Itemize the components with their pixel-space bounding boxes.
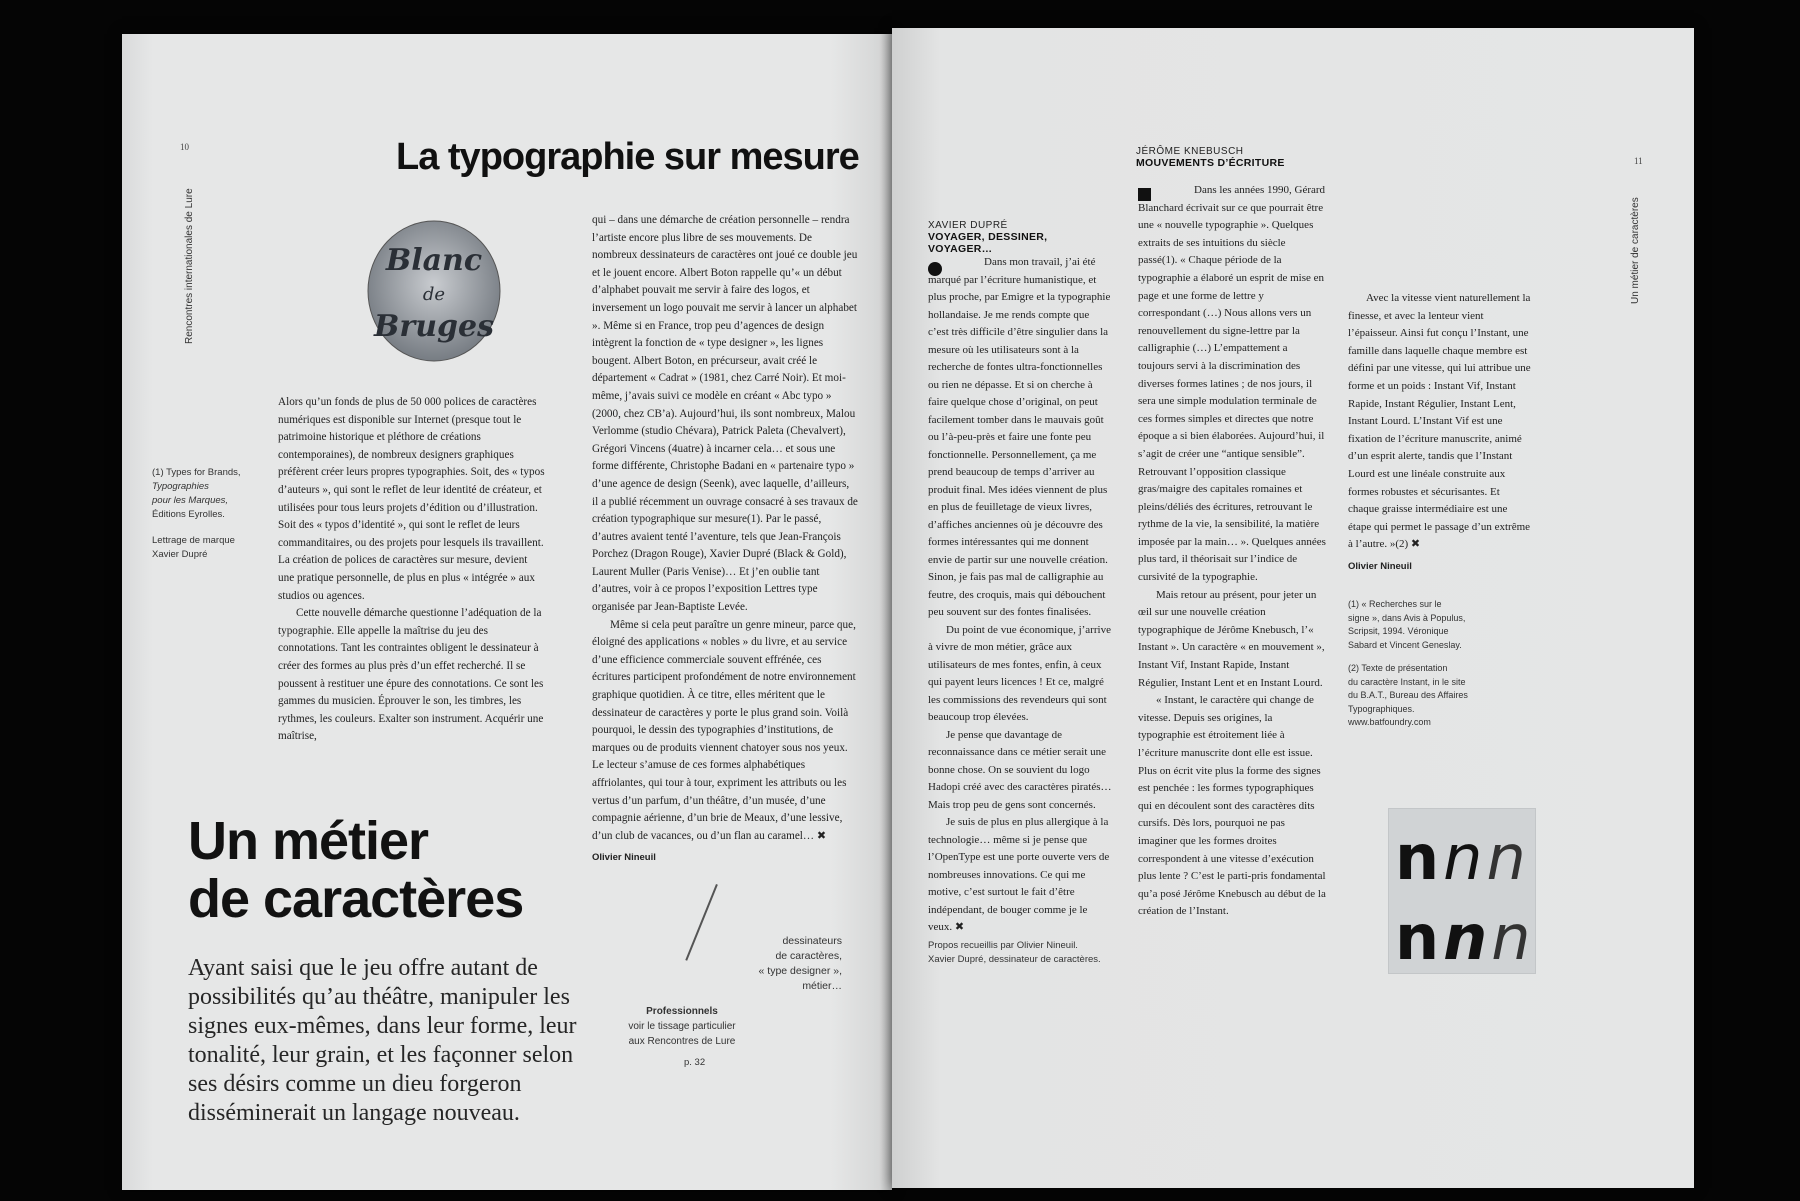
body-column-1 bbox=[278, 394, 546, 746]
paragraph: Je suis de plus en plus allergique à la technologie… même si je pense que l’OpenType est une porte ouverte vers de nombreuses innovations. Ce qui me motive, c’est surtout le fait d’être indépendant, de bouger comme je le veux. ✖ bbox=[928, 816, 1110, 933]
cross-reference-target: Professionnels voir le tissage particulier aux Rencontres de Lure bbox=[628, 1006, 736, 1047]
image-caption: Lettrage de marque Xavier Dupré bbox=[152, 535, 235, 560]
right-page bbox=[892, 28, 1694, 1188]
interview-credit: Propos recueillis par Olivier Nineuil. Xavier Dupré, dessinateur de caractères. bbox=[928, 939, 1101, 965]
page-number: 10 bbox=[180, 142, 189, 152]
footnotes: (1) « Recherches sur le signe », dans Avis à Populus, Scripsit, 1994. Véronique Sabard et Vincent Geneslay. (2) Texte de présentation du caractère Instant, in le site du B.A.T., Bureau des Affaires Typographiques. www.batfoundry.com bbox=[1348, 599, 1468, 727]
specimen-glyph: n bbox=[1395, 901, 1440, 974]
signature: Olivier Nineuil bbox=[1348, 560, 1412, 572]
paragraph: Cette nouvelle démarche questionne l’adéquation de la typographie. Elle appelle la maîtrise du jeu des connotations. Tant les contraintes obligent le dessinateur à créer des formes au plus près d’un effet recherché. Il se poussent à restituer une épure des connotations. Ce sont les gammes du musicien. Éprouver le son, les timbres, les rythmes, les couleurs. Exalter son instrument. Acquérir une maîtrise, bbox=[278, 607, 544, 743]
paragraph: Même si cela peut paraître un genre mineur, parce que, éloigné des applications « nobles » du livre, et au service d’une efficience commerciale souvent effrénée, ces écritures participent profondément de notre environnement graphique quotidien. À ce titre, elles méritent que le dessinateur de caractères y porte le plus grand soin. Voilà pourquoi, le dessin des typographies d’institutions, de marques ou de produits viennent chatoyer sous nos yeux. Le lecteur s’amuse de ces formes alphabétiques affriolantes, qui tour à tour, expriment les attributs ou les vertus d’un parfum, d’un théâtre, d’un musée, d’une compagnie aérienne, d’un brie de Meaux, d’une lessive, d’un club de vacances, ou d’un flan au caramel… ✖ bbox=[592, 618, 856, 842]
paragraph: Dans mon travail, j’ai été marqué par l’écriture humanistique, et plus proche, par Emigre et la typographie hollandaise. Je me rends compte que c’est très difficile d’être singulier dans la mesure où les utilisateurs sont à la recherche de fontes ultra-fonctionnelles ou rien ne dépasse. Et si on cherche à faire quelque chose d’original, on peut facilement tomber dans le mauvais goût ou l’à-peu-près et faire une fonte peu fonctionnelle. Personnellement, ça me prend beaucoup de temps d’arriver au produit final. Mes idées viennent de plus en plus de feuilletage de vieux livres, d’affiches anciennes où je découvre des formes intéressantes qui me donnent envie de partir sur une nouvelle création. Sinon, je fais pas mal de calligraphie au feutre, des croquis, mais qui débouchent peu souvent sur des fontes finalisées. bbox=[928, 256, 1111, 618]
article-jerome-knebusch bbox=[1136, 146, 1326, 169]
lead-paragraph: Ayant saisi que le jeu offre autant de possibilités qu’au théâtre, manipuler les signes eux-mêmes, dans leur forme, leur tonalité, leur grain, et les façonner selon ses désirs comme un dieu forgeron disséminerait un langage nouveau. bbox=[188, 955, 577, 1126]
signature: Olivier Nineuil bbox=[592, 852, 656, 864]
article-2-body bbox=[1138, 182, 1326, 921]
paragraph: qui – dans une démarche de création personnelle – rendra l’artiste encore plus libre de ses mouvements. De nombreux dessinateurs de caractères ont joué ce double jeu et le jouent encore. Albert Boton rappelle qu’« un début d’alphabet pouvait me servir à faire des logos, et inversement un logo pouvait me servir à lancer un alphabet ». Même si en France, trop peu d’agences de design intègrent la fonction de « type designer », les lignes bougent. Albert Boton, en précurseur, avait créé le département « Cadrat » (1981, chez Carré Noir). Et moi-même, j’avais suivi ce modèle en créant « Abc typo » (2000, chez CB’a). Aujourd’hui, ils sont nombreux, Malou Verlomme (studio Chévara), Patrick Paleta (Chevalvert), Grégori Vincens (4uatre) à incarner cela… et sous une forme différente, Christophe Badani en « partenaire typo » d’une agence de design (Seenk), avec laquelle, d’ailleurs, il a publié récemment un ouvrage consacré à ses travaux de création typographique sur mesure(1). Par le passé, d’autres avaient tenté l’aventure, tels que Jean-François Porchez (Dragon Rouge), Xavier Dupré (Black & Gold), Laurent Muller (Paris Venise)… Et j’en oublie tant d’autres, voir à ce propos l’exposition Lettres type organisée par Jean-Baptiste Levée. bbox=[592, 214, 858, 614]
paragraph: Alors qu’un fonds de plus de 50 000 polices de caractères numériques est disponible sur Internet (presque tout le patrimoine historique et pléthore de créations contemporaines), de nombreux designers graphiques préfèrent créer leurs propres typographies. Soit, des « typos d’auteurs », qui sont le reflet de leur identité de créateur, et utilisées pour tous leurs projets d’édition ou d’illustration. Soit des « typos d’identité », qui sont le reflet de leurs commanditaires, ou des projets pour lesquels ils travaillent. bbox=[278, 396, 545, 549]
typeface-specimen bbox=[1388, 808, 1536, 974]
article-2-body-continued bbox=[1348, 290, 1532, 576]
page-reference: p. 32 bbox=[684, 1057, 706, 1068]
svg-text:Bruges: Bruges bbox=[374, 309, 494, 344]
page-title: La typographie sur mesure bbox=[396, 136, 859, 178]
running-head: Rencontres internationales de Lure bbox=[184, 188, 195, 344]
paragraph: Mais retour au présent, pour jeter un œil sur une nouvelle création typographique de Jérôme Knebusch, l’« Instant ». Un caractère « en mouvement », Instant Vif, Instant Rapide, Instant Régulier, Instant Lent et en Instant Lourd. bbox=[1138, 588, 1325, 689]
cross-reference: dessinateurs de caractères, « type designer », métier… bbox=[758, 935, 842, 992]
running-head: Un métier de caractères bbox=[1630, 197, 1641, 304]
paragraph: La création de polices de caractères sur mesure, devient une pratique personnelle, de plus en plus « intégrée » aux studios ou agences. bbox=[278, 554, 535, 602]
specimen-glyph: n bbox=[1491, 901, 1531, 974]
section-title: Un métier de caractères bbox=[188, 811, 524, 929]
body-column-2 bbox=[592, 212, 858, 867]
article-author: JÉRÔME KNEBUSCH bbox=[1136, 146, 1244, 157]
paragraph: Du point de vue économique, j’arrive à vivre de mon métier, grâce aux utilisateurs de mes fontes, enfin, à ceux qui payent leurs licences ! Et ce, malgré les commissions des revendeurs qui sont beaucoup trop élevées. bbox=[928, 623, 1111, 723]
paragraph: Dans les années 1990, Gérard Blanchard écrivait sur ce que pourrait être une « nouvelle typographie ». Quelques extraits de ses intuitions du siècle passé(1). « Chaque période de la typographie a élaboré un esprit de mise en page et une forme de lettre y correspondant (…) Nous allons vers un renouvellement du signe-lettre par la calligraphie (…) L’empattement a toujours servi à la discrimination des diverses formes latines ; de nos jours, il sera une simple modulation terminale de ces formes simples et directes que notre époque a si bien élaborées. Aujourd’hui, il s’agit de créer une “antique sensible”. Retrouvant l’opposition classique gras/maigre des capitales romaines et pleins/déliés des écritures, retrouvant le rythme de la vie, la sensibilité, la matière imposée par la main… ». Quelques années plus tard, il théorisait sur l’indice de cursivité de la typographie. bbox=[1138, 184, 1326, 584]
specimen-glyph: n bbox=[1486, 821, 1526, 894]
specimen-glyph: n bbox=[1443, 901, 1488, 974]
article-title: VOYAGER, DESSINER, VOYAGER… bbox=[928, 231, 1048, 255]
left-page bbox=[122, 34, 892, 1190]
paragraph: « Instant, le caractère qui change de vitesse. Depuis ses origines, la typographie est étroitement liée à l’écriture manuscrite dont elle est issue. Plus on écrit vite plus la forme des signes est penchée : les formes typographiques qui en découlent sont des caractères dits cursifs. Dès lors, pourquoi ne pas imaginer que les formes droites correspondent à une vitesse d’exécution plus lente ? C’est le parti-pris fondamental qu’a posé Jérôme Knebusch au début de la création de l’Instant. bbox=[1138, 694, 1326, 918]
article-title: MOUVEMENTS D’ÉCRITURE bbox=[1136, 157, 1285, 169]
specimen-glyph: n bbox=[1395, 821, 1440, 894]
paragraph: Je pense que davantage de reconnaissance dans ce métier serait une bonne chose. On se souvient du logo Hadopi créé avec des caractères piratés… Mais trop peu de gens sont concernés. bbox=[928, 728, 1112, 811]
article-xavier-dupre bbox=[928, 220, 1104, 255]
footnote-caption: (1) Types for Brands, Typographies pour les Marques, Éditions Eyrolles. bbox=[152, 467, 241, 520]
logo-illustration bbox=[366, 218, 502, 364]
specimen-glyph: n bbox=[1443, 821, 1483, 894]
article-author: XAVIER DUPRÉ bbox=[928, 220, 1008, 231]
paragraph: Avec la vitesse vient naturellement la finesse, et avec la lenteur vient l’épaisseur. Ainsi fut conçu l’Instant, une famille dans laquelle chaque membre est défini par une vitesse, qui lui attribue une forme et un poids : Instant Vif, Instant Rapide, Instant Régulier, Instant Lent, Instant Lourd. L’Instant Vif est une fixation de l’écriture manuscrite, animé d’un esprit alerte, tandis que l’Instant Lourd est une linéale construite aux formes robustes et sécurisantes. Et chaque graisse intermédiaire est une étape qui permet le passage d’un extrême à l’autre. »(2) ✖ bbox=[1348, 292, 1531, 551]
svg-text:de: de bbox=[422, 284, 446, 305]
page-number: 11 bbox=[1634, 156, 1643, 166]
svg-text:Blanc: Blanc bbox=[385, 243, 483, 278]
article-1-body bbox=[928, 254, 1112, 967]
